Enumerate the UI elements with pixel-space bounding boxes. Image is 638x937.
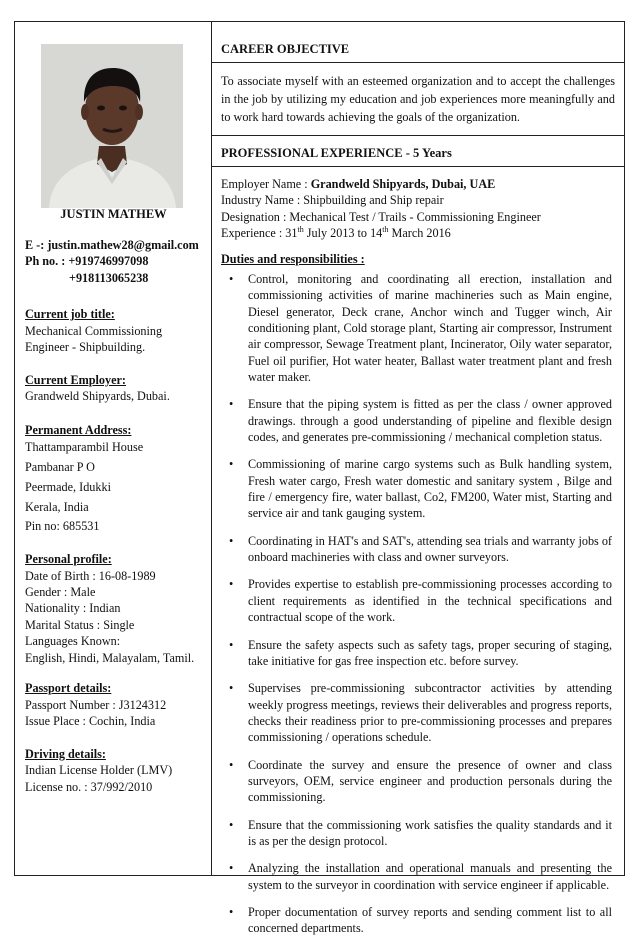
- experience-title: PROFESSIONAL EXPERIENCE - 5 Years: [221, 145, 452, 160]
- personal-line: Marital Status : Single: [25, 617, 135, 632]
- industry-line: Industry Name : Shipbuilding and Ship repair: [221, 193, 444, 208]
- address-block: [25, 438, 208, 537]
- driving-line: License no. : 37/992/2010: [25, 779, 153, 794]
- job-title-line-1: Mechanical Commissioning: [25, 323, 163, 338]
- career-objective-header: [212, 22, 624, 63]
- list-item: • Analyzing the installation and operational manuals and presenting the system to the surveyor in coordination with service engineer if applicable.: [221, 860, 612, 893]
- phone-line: Ph no. : +919746997098: [25, 254, 149, 269]
- employer-name-label: Employer Name :: [221, 176, 311, 191]
- personal-line: Gender : Male: [25, 584, 96, 599]
- job-title-line-2: Engineer - Shipbuilding.: [25, 340, 146, 355]
- address-heading: Permanent Address:: [25, 422, 132, 437]
- duties-list: [212, 267, 624, 937]
- ordinal-suffix: th: [297, 224, 304, 234]
- employer-heading: Current Employer:: [25, 372, 126, 387]
- personal-line: Date of Birth : 16-08-1989: [25, 568, 156, 583]
- list-item: • Provides expertise to establish pre-commissioning processes according to client requirements as identified in the technical specifications and contractual scope of the work.: [221, 576, 612, 625]
- personal-line: English, Hindi, Malayalam, Tamil.: [25, 650, 195, 665]
- passport-heading: Passport details:: [25, 681, 112, 696]
- person-photo-icon: [41, 44, 183, 208]
- address-line: Pin no: 685531: [25, 519, 100, 534]
- personal-heading: Personal profile:: [25, 552, 112, 567]
- employer-details: [212, 167, 624, 242]
- list-item: • Coordinate the survey and ensure the presence of owner and class surveyors, OEM, service engineer and production personals during the commissioning.: [221, 757, 612, 806]
- address-line: Peermade, Idukki: [25, 479, 111, 494]
- personal-line: Languages Known:: [25, 634, 121, 649]
- resume-page: [14, 21, 625, 936]
- list-item: • Ensure that the commissioning work satisfies the quality standards and it is as per the design protocol.: [221, 817, 612, 850]
- email-line: E -: justin.mathew28@gmail.com: [25, 238, 199, 252]
- list-item: • Control, monitoring and coordinating all erection, installation and commissioning activities of marine machineries such as Main engine, Diesel generator, Deck crane, Anchor winch and Tugger winch, Air conditioning plant, Cold storage plant, Starting air compressor, Instrument air compressor, Sewage Treatment plant, Incinerator, Oily water separator, Fuel oil purifier, Hot water heater, Ballast water treatment plant and fresh water maker.: [221, 271, 612, 385]
- list-item: • Coordinating in HAT's and SAT's, attending sea trials and warranty jobs of onboard machineries with class and owner surveyors.: [221, 533, 612, 566]
- list-item: • Commissioning of marine cargo systems such as Bulk handling system, Fresh water cargo, Fresh water domestic and sanitary system , Bilge and fire / emergency fire, water ballast, Co2, FM200, Water mist, Starting and service air and tank gauging system.: [221, 456, 612, 521]
- experience-line: [221, 225, 615, 241]
- address-line: Thattamparambil House: [25, 440, 144, 455]
- address-line: Pambanar P O: [25, 459, 95, 474]
- personal-line: Nationality : Indian: [25, 601, 121, 616]
- experience-header: [212, 136, 624, 167]
- list-item: • Supervises pre-commissioning subcontractor activities by attending weekly progress meetings, reviews their deliverables and progress reports, checks their readiness prior to pre-commissioning processes and prepares commissioning / operations schedule.: [221, 680, 612, 745]
- list-item: • Ensure that the piping system is fitted as per the class / owner approved drawings. through a good understanding of pipeline and flexible design codes, and generates pre-commissioning / mechanical completion status.: [221, 396, 612, 445]
- designation-line: Designation : Mechanical Test / Trails - Commissioning Engineer: [221, 209, 541, 224]
- passport-line: Passport Number : J3124312: [25, 697, 167, 712]
- contact-details: [25, 237, 208, 795]
- experience-start: Experience : 31: [221, 226, 298, 241]
- employer-name-value: Grandweld Shipyards, Dubai, UAE: [310, 176, 496, 191]
- list-item: • Ensure the safety aspects such as safety tags, proper securing of staging, take initiative for gas free inspection etc. before survey.: [221, 637, 612, 670]
- employer-name-line: [221, 176, 615, 192]
- phone-line-2: +918113065238: [69, 270, 149, 285]
- employer-value: Grandweld Shipyards, Dubai.: [25, 389, 170, 404]
- ordinal-suffix: th: [382, 224, 389, 234]
- profile-photo: [41, 44, 183, 208]
- duties-title: Duties and responsibilities :: [221, 251, 365, 266]
- experience-mid: July 2013 to 14: [303, 226, 383, 241]
- career-objective-text: To associate myself with an esteemed organization and to accept the challenges in the job by utilizing my education and job experiences more meaningfully and to work hard towards achieving the goals of the organization.: [212, 63, 624, 136]
- left-column: [15, 22, 212, 875]
- right-column: [212, 22, 624, 936]
- experience-end: March 2016: [388, 226, 451, 241]
- driving-line: Indian License Holder (LMV): [25, 763, 173, 778]
- passport-line: Issue Place : Cochin, India: [25, 714, 156, 729]
- list-item: • Proper documentation of survey reports and sending comment list to all concerned departments.: [221, 904, 612, 937]
- career-objective-title: CAREER OBJECTIVE: [221, 42, 350, 56]
- address-line: Kerala, India: [25, 499, 89, 514]
- candidate-name: JUSTIN MATHEW: [60, 207, 167, 221]
- driving-heading: Driving details:: [25, 746, 106, 761]
- job-title-heading: Current job title:: [25, 307, 115, 322]
